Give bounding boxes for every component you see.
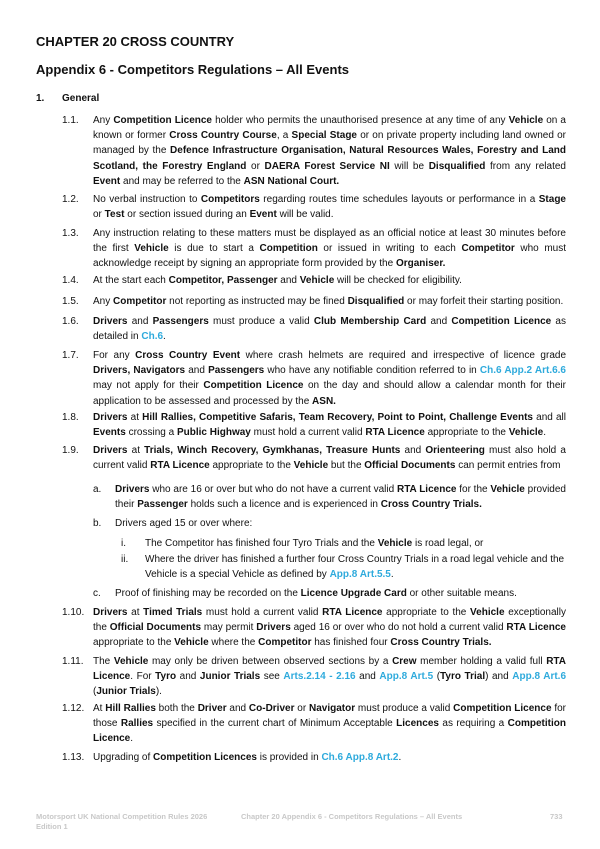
clause-text: Drivers at Timed Trials must hold a current valid RTA Licence appropriate to the Vehicle exceptionally the Official Documents may permit Drivers aged 16 or over who do not hold a current valid RTA Licence appropriate to the Vehicle where the Competitor has finished four Cross Country Trials. bbox=[93, 607, 567, 649]
clause-1-8 bbox=[62, 410, 566, 440]
cross-reference-link[interactable]: App.8 Art.6 bbox=[512, 671, 567, 683]
sub-sub-clause-ii bbox=[121, 552, 566, 582]
clause-number: 1.3. bbox=[62, 228, 79, 239]
clause-1-6 bbox=[62, 314, 566, 344]
sub-clause-letter: c. bbox=[93, 588, 101, 599]
clause-number: 1.2. bbox=[62, 194, 79, 205]
section-heading bbox=[36, 93, 99, 104]
clause-number: 1.1. bbox=[62, 115, 79, 126]
sub-clause-letter: a. bbox=[93, 484, 102, 495]
cross-reference-link[interactable]: Arts.2.14 - 2.16 bbox=[283, 671, 356, 683]
sub-clause-text: Proof of finishing may be recorded on the Licence Upgrade Card or other suitable means. bbox=[115, 588, 517, 599]
clause-number: 1.6. bbox=[62, 316, 79, 327]
clause-text: Drivers at Hill Rallies, Competitive Safaris, Team Recovery, Point to Point, Challenge Events and all Events crossing a Public Highway must hold a current valid RTA Licence appropriate to the Vehicle. bbox=[93, 412, 566, 439]
chapter-title: CHAPTER 20 CROSS COUNTRY bbox=[36, 34, 235, 49]
clause-1-7 bbox=[62, 348, 566, 409]
clause-1-12 bbox=[62, 701, 566, 747]
footer-edition: Edition 1 bbox=[36, 822, 68, 831]
clause-number: 1.12. bbox=[62, 703, 85, 714]
clause-1-3 bbox=[62, 226, 566, 272]
clause-1-11 bbox=[62, 654, 566, 700]
footer-publication bbox=[36, 812, 207, 832]
clause-number: 1.5. bbox=[62, 296, 79, 307]
sub-clause-b bbox=[93, 516, 566, 531]
cross-reference-link[interactable]: Ch.6 bbox=[141, 331, 164, 343]
clause-number: 1.7. bbox=[62, 350, 79, 361]
sub-clause-text: Drivers who are 16 or over but who do not have a current valid RTA Licence for the Vehicle provided their Passenger holds such a licence and is experienced in Cross Country Trials. bbox=[115, 484, 566, 511]
appendix-title: Appendix 6 - Competitors Regulations – All Events bbox=[36, 62, 350, 77]
cross-reference-link[interactable]: Ch.6 App.2 Art.6.6 bbox=[479, 365, 566, 377]
clause-text: Any Competitor not reporting as instructed may be fined Disqualified or may forfeit their starting position. bbox=[93, 296, 564, 307]
sub-clause-letter: b. bbox=[93, 518, 102, 529]
roman-numeral: ii. bbox=[121, 554, 129, 565]
clause-text: Drivers at Trials, Winch Recovery, Gymkhanas, Treasure Hunts and Orienteering must also hold a current valid RTA Licence appropriate to the Vehicle but the Official Documents can permit entries from bbox=[93, 445, 566, 472]
sub-sub-clause-i bbox=[121, 536, 566, 551]
clause-number: 1.10. bbox=[62, 607, 85, 618]
sub-clause-text: Drivers aged 15 or over where: bbox=[115, 518, 253, 529]
clause-text: Drivers and Passengers must produce a valid Club Membership Card and Competition Licence as detailed in Ch.6. bbox=[93, 316, 566, 343]
clause-1-10 bbox=[62, 605, 566, 651]
clause-1-1 bbox=[62, 113, 566, 189]
clause-number: 1.8. bbox=[62, 412, 79, 423]
clause-1-2 bbox=[62, 192, 566, 222]
cross-reference-link[interactable]: Ch.6 App.8 Art.2 bbox=[321, 752, 399, 763]
clause-1-13 bbox=[62, 750, 566, 765]
footer-rules-title: Motorsport UK National Competition Rules 2026 bbox=[36, 812, 208, 821]
clause-text: Any Competition Licence holder who permits the unauthorised presence at any time of any Vehicle on a known or former Cross Country Course, a Special Stage or on private property including land owned or managed by the Defence Infrastructure Organisation, Natural Resources Wales, Forestry and Land Scotland, the Forestry England or DAERA Forest Service NI will be Disqualified from any related Event and may be referred to the ASN National Court. bbox=[93, 115, 567, 187]
clause-1-9 bbox=[62, 443, 566, 473]
clause-number: 1.4. bbox=[62, 275, 79, 286]
clause-1-5 bbox=[62, 294, 566, 309]
sub-clause-a bbox=[93, 482, 566, 512]
clause-text: At Hill Rallies both the Driver and Co-Driver or Navigator must produce a valid Competition Licence for those Rallies specified in the current chart of Minimum Acceptable Licences as requiring a Competition Licence. bbox=[93, 703, 566, 745]
sub-clause-c bbox=[93, 586, 566, 601]
clause-text: Any instruction relating to these matters must be displayed as an official notice at least 30 minutes before the first Vehicle is due to start a Competition or issued in writing to each Competitor who must acknowledge receipt by signing an appropriate form provided by the Organiser. bbox=[93, 228, 566, 270]
cross-reference-link[interactable]: App.8 Art.5 bbox=[379, 671, 434, 683]
clause-number: 1.11. bbox=[62, 656, 84, 667]
clause-text: The Vehicle may only be driven between observed sections by a Crew member holding a valid full RTA Licence. For Tyro and Junior Trials see Arts.2.14 - 2.16 and App.8 Art.5 (Tyro Trial) and App.8 Art.6 (Junior Trials). bbox=[93, 656, 567, 698]
clause-text: Upgrading of Competition Licences is provided in Ch.6 App.8 Art.2. bbox=[93, 752, 402, 763]
page-number: 733 bbox=[550, 812, 563, 821]
clause-text: No verbal instruction to Competitors regarding routes time schedules layouts or performance in a Stage or Test or section issued during an Event will be valid. bbox=[93, 194, 566, 221]
section-number: 1. bbox=[36, 93, 45, 104]
clause-text: At the start each Competitor, Passenger and Vehicle will be checked for eligibility. bbox=[93, 275, 462, 286]
clause-text: For any Cross Country Event where crash helmets are required and irrespective of licence grade Drivers, Navigators and Passengers who have any notifiable condition referred to in Ch.6 App.2 Art.6.6 may not apply for their Competition Licence on the day and should allow a calendar month for their application to be assessed and processed by the ASN. bbox=[93, 350, 566, 407]
section-title: General bbox=[62, 93, 100, 104]
cross-reference-link[interactable]: App.8 Art.5.5 bbox=[329, 569, 391, 581]
footer-chapter-title: Chapter 20 Appendix 6 - Competitors Regulations – All Events bbox=[241, 812, 463, 821]
roman-numeral: i. bbox=[121, 538, 126, 549]
clause-number: 1.13. bbox=[62, 752, 85, 763]
sub-sub-clause-text: The Competitor has finished four Tyro Trials and the Vehicle is road legal, or bbox=[145, 538, 484, 549]
clause-number: 1.9. bbox=[62, 445, 79, 456]
sub-sub-clause-text: Where the driver has finished a further four Cross Country Trials in a road legal vehicle and the Vehicle is a special Vehicle as defined by App.8 Art.5.5. bbox=[145, 554, 565, 581]
clause-1-4 bbox=[62, 273, 566, 288]
